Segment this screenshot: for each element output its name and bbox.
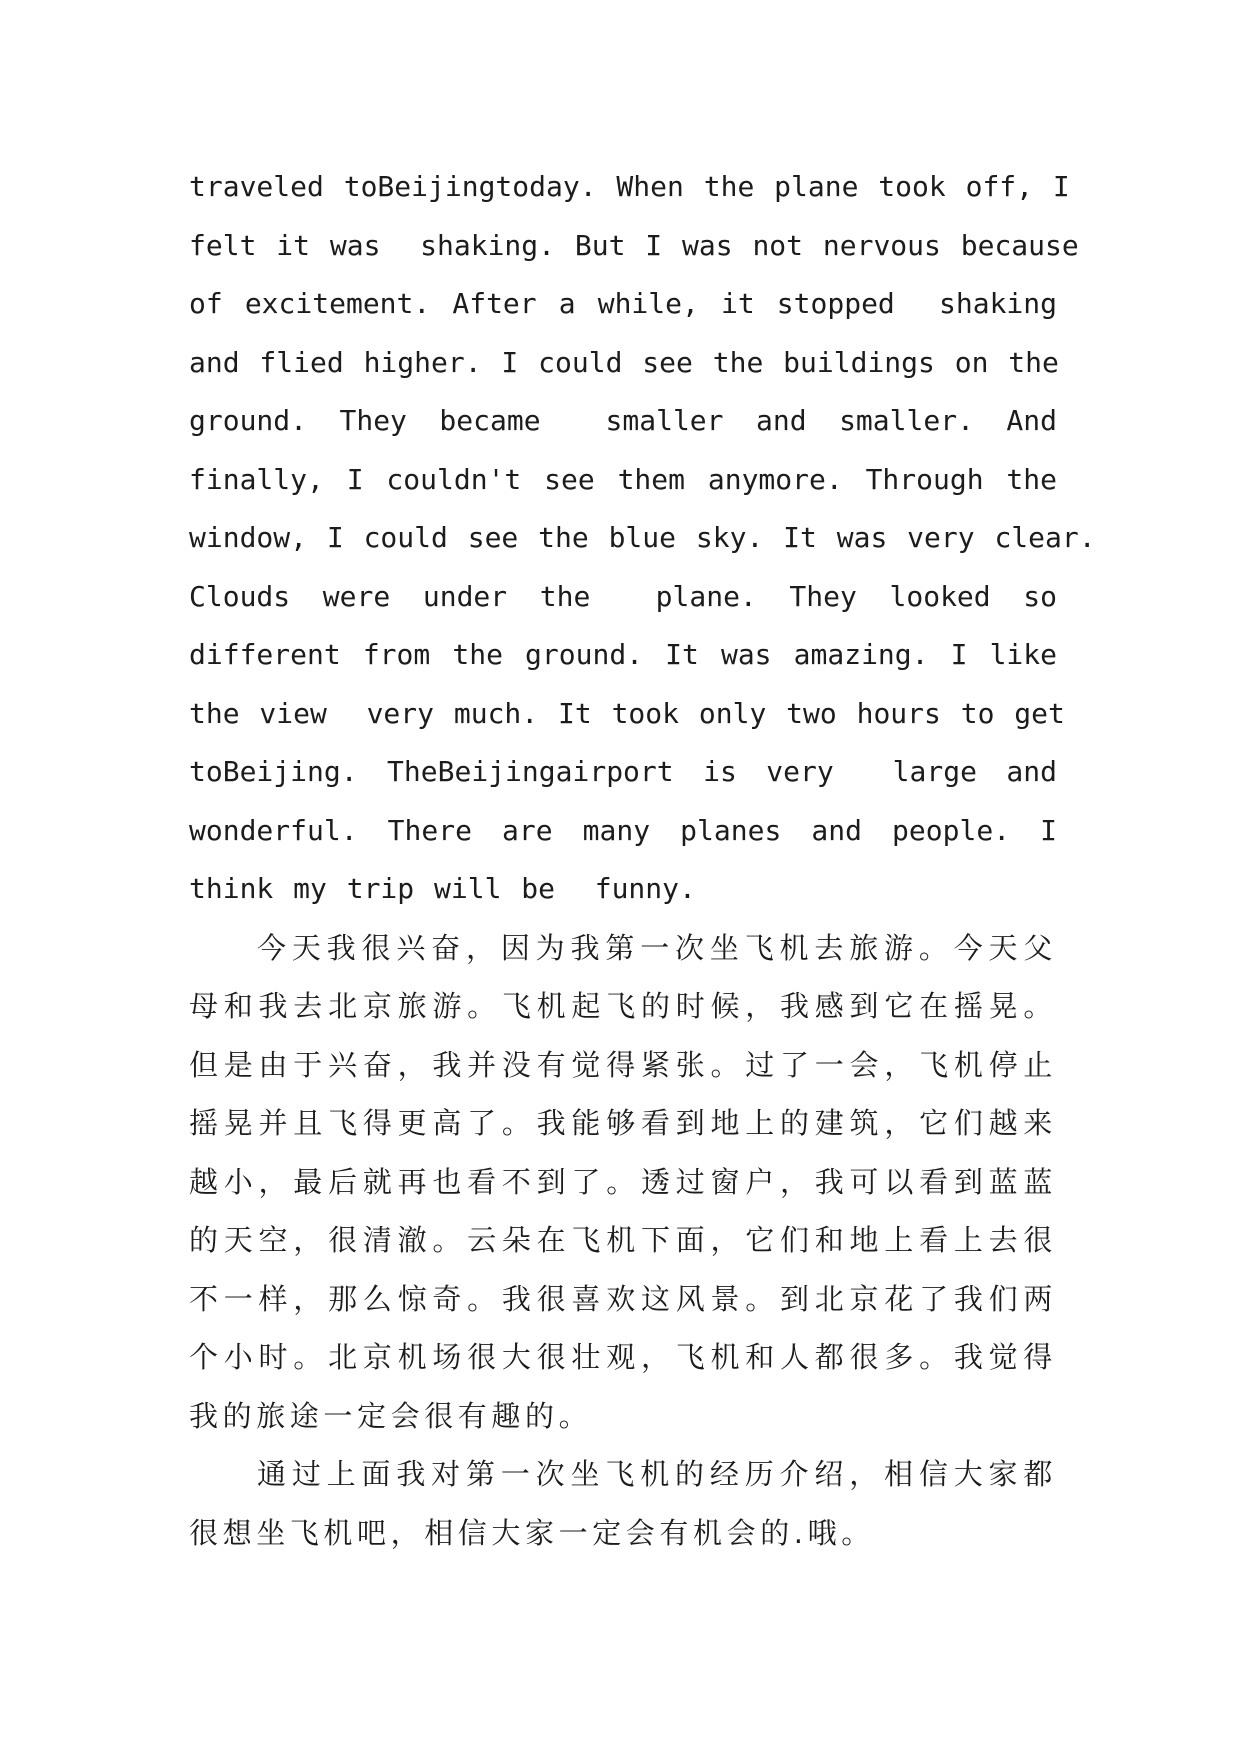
english-line: felt it was shaking. But I was not nervous because xyxy=(189,228,1079,262)
english-line: different from the ground. It was amazing. I like xyxy=(189,638,1057,671)
english-line: of excitement. After a while, it stopped shaking xyxy=(189,287,1057,320)
document-body xyxy=(189,158,1096,1562)
closing-paragraph: 通过上面我对第一次坐飞机的经历介绍，相信大家都很想坐飞机吧，相信大家一定会有机会的.哦。 xyxy=(189,1457,1057,1550)
english-line: ground. They became smaller and smaller. And xyxy=(189,404,1057,437)
english-line: wonderful. There are many planes and people. I xyxy=(189,813,1057,847)
english-line: finally, I couldn't see them anymore. Through the xyxy=(189,462,1057,496)
chinese-paragraph: 今天我很兴奋，因为我第一次坐飞机去旅游。今天父母和我去北京旅游。飞机起飞的时候，我感到它在摇晃。但是由于兴奋，我并没有觉得紧张。过了一会，飞机停止摇晃并且飞得更高了。我能够看到地上的建筑，它们越来越小，最后就再也看不到了。透过窗户，我可以看到蓝蓝的天空，很清澈。云朵在飞机下面，它们和地上看上去很不一样，那么惊奇。我很喜欢这风景。到北京花了我们两个小时。北京机场很大很壮观，飞机和人都很多。我觉得我的旅途一定会很有趣的。 xyxy=(189,930,1057,1433)
english-line: traveled toBeijingtoday. When the plane took off, I xyxy=(189,170,1070,203)
english-line: think my trip will be funny. xyxy=(189,872,696,905)
english-line: window, I could see the blue sky. It was very clear. xyxy=(189,521,1096,554)
english-line: and flied higher. I could see the buildings on the xyxy=(189,345,1059,379)
english-line: toBeijing. TheBeijingairport is very large and xyxy=(189,755,1057,788)
english-line: the view very much. It took only two hours to get xyxy=(189,696,1065,730)
english-paragraph xyxy=(189,158,1096,919)
english-line: Clouds were under the plane. They looked so xyxy=(189,579,1057,613)
